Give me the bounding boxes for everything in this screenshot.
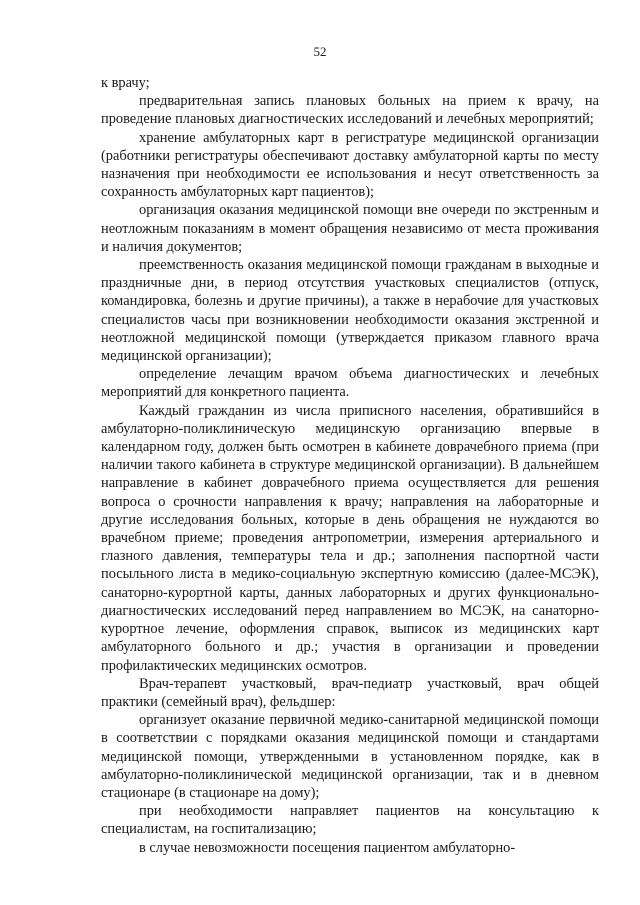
body-text <box>101 74 599 857</box>
paragraph-organizes-primary-care: организует оказание первичной медико-санитарной медицинской помощи в соответствии с порядками оказания медицинской помощи и стандартами медицинской помощи, утвержденными в установленном порядке, как в амбулаторно-поликлинической медицинской организации, так и в дневном стационаре (в стационаре на дому); <box>101 712 599 801</box>
paragraph-continuity-of-care: преемственность оказания медицинской помощи гражданам в выходные и праздничные дни, в период отсутствия участковых специалистов (отпуск, командировка, болезнь и другие причины), а также в нерабочие для участковых специалистов часы при возникновении необходимости оказания экстренной и неотложной медицинской помощи (утверждается приказом главного врача медицинской организации); <box>101 257 599 365</box>
paragraph-home-visits-start: в случае невозможности посещения пациентом амбулаторно- <box>139 839 516 856</box>
paragraph-urgent-care: организация оказания медицинской помощи вне очереди по экстренным и неотложным показаниям в момент обращения независимо от места проживания и наличия документов; <box>101 202 599 255</box>
paragraph-physicians-intro: Врач-терапевт участковый, врач-педиатр участковый, врач общей практики (семейный врач), фельдшер: <box>101 675 599 710</box>
paragraph-referrals: при необходимости направляет пациентов на консультацию к специалистам, на госпитализацию; <box>101 803 599 838</box>
paragraph-continuation: к врачу; <box>101 75 150 91</box>
page-number: 52 <box>313 44 327 59</box>
paragraph-preliminary-appointment: предварительная запись плановых больных на прием к врачу, на проведение плановых диагностических исследований и лечебных мероприятий; <box>101 93 599 128</box>
paragraph-outpatient-cards-storage: хранение амбулаторных карт в регистратуре медицинской организации (работники регистратуры обеспечивают доставку амбулаторной карты по месту назначения при необходимости ее использования и несут ответственность за сохранность амбулаторных карт пациентов); <box>101 129 599 201</box>
paragraph-treatment-scope: определение лечащим врачом объема диагностических и лечебных мероприятий для конкретного пациента. <box>101 366 599 401</box>
paragraph-pre-medical-office: Каждый гражданин из числа приписного населения, обратившийся в амбулаторно-поликлиническую медицинскую организацию впервые в календарном году, должен быть осмотрен в кабинете доврачебного приема (при наличии такого кабинета в структуре медицинской организации). В дальнейшем направление в кабинет доврачебного приема осуществляется для решения вопроса о срочности направления к врачу; направления на лабораторные и другие исследования больных, которые в день обращения не нуждаются во врачебном приеме; проведения антропометрии, измерения артериального и глазного давления, температуры тела и др.; заполнения паспортной части посыльного листа в медико-социальную экспертную комиссию (далее-МСЭК), санаторно-курортной карты, данных лабораторных и других функционально-диагностических исследований перед направлением во МСЭК, на санаторно-курортное лечение, оформления справок, выписок из медицинских карт амбулаторного больного и др.; участия в организации и проведении профилактических медицинских осмотров. <box>101 402 599 674</box>
